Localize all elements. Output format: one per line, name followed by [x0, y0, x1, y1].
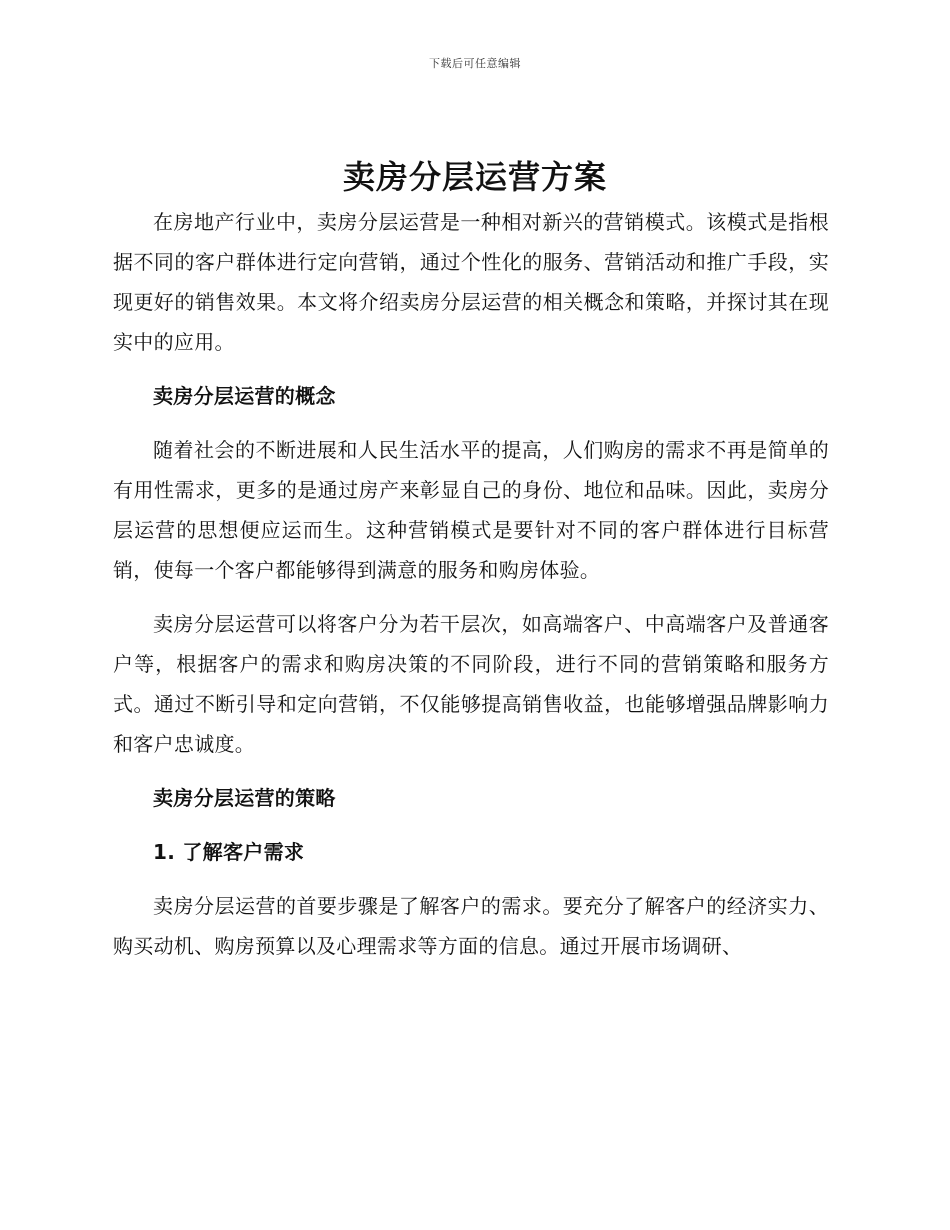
strategy-paragraph-1: 卖房分层运营的首要步骤是了解客户的需求。要充分了解客户的经济实力、购买动机、购房预算以及心理需求等方面的信息。通过开展市场调研、 [113, 894, 829, 958]
document-body [113, 202, 829, 980]
subheading-understand-needs: 1. 了解客户需求 [153, 840, 305, 864]
concept-paragraph-2: 卖房分层运营可以将客户分为若干层次，如高端客户、中高端客户及普通客户等，根据客户的需求和购房决策的不同阶段，进行不同的营销策略和服务方式。通过不断引导和定向营销，不仅能够提高销售收益，也能够增强品牌影响力和客户忠诚度。 [113, 612, 829, 756]
concept-paragraph-1: 随着社会的不断进展和人民生活水平的提高，人们购房的需求不再是简单的有用性需求，更多的是通过房产来彰显自己的身份、地位和品味。因此，卖房分层运营的思想便应运而生。这种营销模式是要针对不同的客户群体进行目标营销，使每一个客户都能够得到满意的服务和购房体验。 [113, 438, 829, 582]
section-heading-concept: 卖房分层运营的概念 [153, 384, 336, 408]
document-title: 卖房分层运营方案 [342, 158, 607, 196]
intro-paragraph: 在房地产行业中，卖房分层运营是一种相对新兴的营销模式。该模式是指根据不同的客户群体进行定向营销，通过个性化的服务、营销活动和推广手段，实现更好的销售效果。本文将介绍卖房分层运营的相关概念和策略，并探讨其在现实中的应用。 [113, 210, 829, 354]
section-heading-strategy: 卖房分层运营的策略 [153, 786, 336, 810]
header-note: 下载后可任意编辑 [429, 57, 521, 70]
